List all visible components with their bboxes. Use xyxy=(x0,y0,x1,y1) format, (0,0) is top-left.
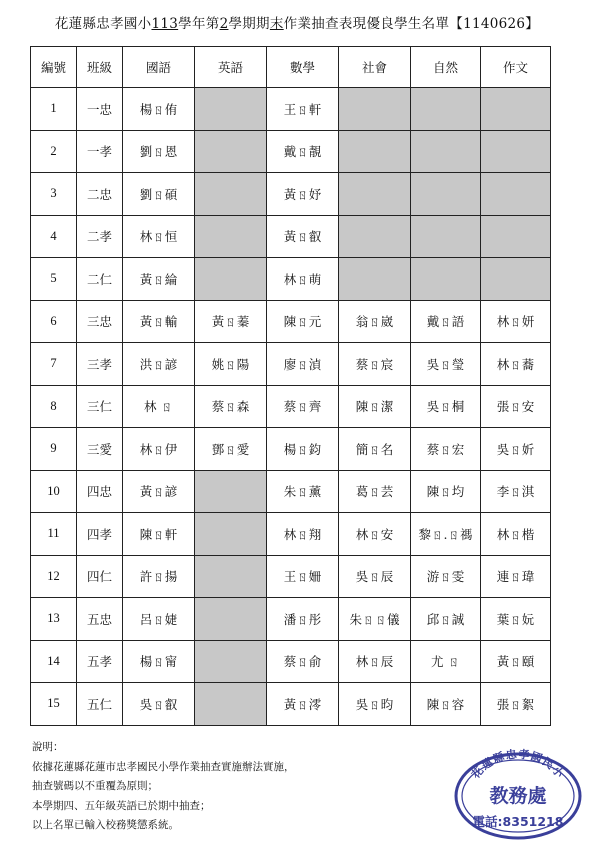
cell-number: 12 xyxy=(31,555,77,598)
cell-math: 蔡ㄖ俞 xyxy=(267,640,339,683)
empty-cell-composition xyxy=(481,173,551,216)
cell-social: 葛ㄖ芸 xyxy=(339,470,411,513)
empty-cell-social xyxy=(339,173,411,216)
cell-class: 四孝 xyxy=(77,513,123,556)
header-social: 社會 xyxy=(339,47,411,88)
cell-math: 黃ㄖ妤 xyxy=(267,173,339,216)
empty-cell-english xyxy=(195,215,267,258)
cell-number: 4 xyxy=(31,215,77,258)
table-row xyxy=(31,385,551,428)
cell-science: 戴ㄖ語 xyxy=(411,300,481,343)
cell-composition: 葉ㄖ妧 xyxy=(481,598,551,641)
table-row xyxy=(31,215,551,258)
cell-chinese: 黃ㄖ輸 xyxy=(123,300,195,343)
cell-number: 8 xyxy=(31,385,77,428)
cell-class: 三愛 xyxy=(77,428,123,471)
empty-cell-english xyxy=(195,470,267,513)
cell-number: 11 xyxy=(31,513,77,556)
students-table xyxy=(30,46,551,726)
cell-composition: 吳ㄖ妡 xyxy=(481,428,551,471)
cell-chinese: 許ㄖ揚 xyxy=(123,555,195,598)
cell-math: 戴ㄖ靚 xyxy=(267,130,339,173)
cell-science: 邱ㄖ誠 xyxy=(411,598,481,641)
cell-social: 林ㄖ安 xyxy=(339,513,411,556)
table-header-row xyxy=(31,47,551,88)
empty-cell-science xyxy=(411,173,481,216)
cell-number: 5 xyxy=(31,258,77,301)
cell-science: 游ㄖ雯 xyxy=(411,555,481,598)
cell-english: 鄧ㄖ愛 xyxy=(195,428,267,471)
cell-class: 四仁 xyxy=(77,555,123,598)
empty-cell-social xyxy=(339,130,411,173)
cell-number: 9 xyxy=(31,428,77,471)
table-row xyxy=(31,88,551,131)
document-title xyxy=(0,12,594,32)
note-line: 本學期四、五年級英語已於期中抽查； xyxy=(32,799,211,812)
empty-cell-english xyxy=(195,513,267,556)
cell-social: 陳ㄖ潔 xyxy=(339,385,411,428)
cell-english: 黃ㄖ蓁 xyxy=(195,300,267,343)
cell-class: 二忠 xyxy=(77,173,123,216)
cell-chinese: 劉ㄖ碩 xyxy=(123,173,195,216)
cell-chinese: 林 ㄖ xyxy=(123,385,195,428)
title-term: 2 xyxy=(219,16,229,32)
cell-math: 林ㄖ萌 xyxy=(267,258,339,301)
notes-heading: 說明： xyxy=(32,741,64,753)
cell-class: 一孝 xyxy=(77,130,123,173)
header-composition: 作文 xyxy=(481,47,551,88)
empty-cell-science xyxy=(411,258,481,301)
cell-composition: 林ㄖ妍 xyxy=(481,300,551,343)
cell-english: 姚ㄖ陽 xyxy=(195,343,267,386)
cell-class: 四忠 xyxy=(77,470,123,513)
table-row xyxy=(31,640,551,683)
cell-composition: 張ㄖ安 xyxy=(481,385,551,428)
cell-chinese: 林ㄖ恒 xyxy=(123,215,195,258)
cell-math: 林ㄖ翔 xyxy=(267,513,339,556)
header-chinese: 國語 xyxy=(123,47,195,88)
table-row xyxy=(31,300,551,343)
cell-composition: 林ㄖ楷 xyxy=(481,513,551,556)
cell-science: 吳ㄖ瑩 xyxy=(411,343,481,386)
cell-number: 10 xyxy=(31,470,77,513)
empty-cell-composition xyxy=(481,130,551,173)
cell-math: 王ㄖ軒 xyxy=(267,88,339,131)
cell-science: 陳ㄖ容 xyxy=(411,683,481,726)
table-row xyxy=(31,258,551,301)
empty-cell-composition xyxy=(481,215,551,258)
cell-social: 林ㄖ辰 xyxy=(339,640,411,683)
header-science: 自然 xyxy=(411,47,481,88)
cell-class: 三仁 xyxy=(77,385,123,428)
cell-chinese: 劉ㄖ恩 xyxy=(123,130,195,173)
cell-social: 吳ㄖ昀 xyxy=(339,683,411,726)
cell-science: 蔡ㄖ宏 xyxy=(411,428,481,471)
cell-class: 三忠 xyxy=(77,300,123,343)
cell-math: 王ㄖ姍 xyxy=(267,555,339,598)
cell-chinese: 黃ㄖ諺 xyxy=(123,470,195,513)
stamp-arc-text: 花蓮縣忠孝國民小 xyxy=(469,747,567,782)
cell-english: 蔡ㄖ森 xyxy=(195,385,267,428)
cell-class: 五仁 xyxy=(77,683,123,726)
cell-math: 楊ㄖ鈞 xyxy=(267,428,339,471)
title-mid1: 學年第 xyxy=(178,16,220,32)
empty-cell-english xyxy=(195,173,267,216)
empty-cell-social xyxy=(339,258,411,301)
cell-number: 13 xyxy=(31,598,77,641)
cell-social: 簡ㄖ名 xyxy=(339,428,411,471)
svg-text:花蓮縣忠孝國民小 xyxy=(468,747,568,782)
table-row xyxy=(31,513,551,556)
cell-chinese: 吳ㄖ叡 xyxy=(123,683,195,726)
header-number: 編號 xyxy=(31,47,77,88)
empty-cell-english xyxy=(195,640,267,683)
cell-number: 1 xyxy=(31,88,77,131)
school-office-stamp xyxy=(452,742,584,840)
cell-science: 尤 ㄖ xyxy=(411,640,481,683)
cell-chinese: 陳ㄖ軒 xyxy=(123,513,195,556)
table-row xyxy=(31,598,551,641)
cell-science: 吳ㄖ桐 xyxy=(411,385,481,428)
cell-composition: 黃ㄖ頤 xyxy=(481,640,551,683)
cell-science: 陳ㄖ均 xyxy=(411,470,481,513)
cell-class: 二孝 xyxy=(77,215,123,258)
cell-science: 黎ㄖ.ㄖ禡 xyxy=(411,513,481,556)
cell-social: 翁ㄖ崴 xyxy=(339,300,411,343)
cell-number: 15 xyxy=(31,683,77,726)
cell-class: 五孝 xyxy=(77,640,123,683)
cell-number: 14 xyxy=(31,640,77,683)
empty-cell-english xyxy=(195,555,267,598)
empty-cell-social xyxy=(339,215,411,258)
title-period: 末 xyxy=(269,16,284,32)
cell-number: 3 xyxy=(31,173,77,216)
notes xyxy=(32,738,295,836)
note-line: 抽查號碼以不重覆為原則； xyxy=(32,780,158,792)
cell-number: 7 xyxy=(31,343,77,386)
empty-cell-english xyxy=(195,130,267,173)
cell-chinese: 楊ㄖ甯 xyxy=(123,640,195,683)
header-english: 英語 xyxy=(195,47,267,88)
table-row xyxy=(31,428,551,471)
title-school-year: 113 xyxy=(151,16,179,32)
empty-cell-english xyxy=(195,683,267,726)
table-row xyxy=(31,130,551,173)
empty-cell-english xyxy=(195,598,267,641)
note-line: 以上名單已輸入校務獎懲系統。 xyxy=(32,819,179,831)
table-row xyxy=(31,470,551,513)
header-class: 班級 xyxy=(77,47,123,88)
title-suffix: 作業抽查表現優良學生名單【1140626】 xyxy=(283,16,540,32)
cell-class: 三孝 xyxy=(77,343,123,386)
cell-math: 黃ㄖ澪 xyxy=(267,683,339,726)
title-mid2: 學期期 xyxy=(228,16,270,32)
cell-math: 陳ㄖ元 xyxy=(267,300,339,343)
header-math: 數學 xyxy=(267,47,339,88)
empty-cell-science xyxy=(411,88,481,131)
table-row xyxy=(31,343,551,386)
cell-chinese: 呂ㄖ婕 xyxy=(123,598,195,641)
empty-cell-science xyxy=(411,215,481,258)
empty-cell-composition xyxy=(481,258,551,301)
cell-chinese: 洪ㄖ諺 xyxy=(123,343,195,386)
cell-class: 一忠 xyxy=(77,88,123,131)
cell-chinese: 黃ㄖ綸 xyxy=(123,258,195,301)
stamp-phone-text: 電話:8351218 xyxy=(472,814,564,829)
cell-composition: 連ㄖ瑋 xyxy=(481,555,551,598)
cell-social: 朱ㄖㄖ儀 xyxy=(339,598,411,641)
empty-cell-english xyxy=(195,88,267,131)
table-row xyxy=(31,683,551,726)
table-body xyxy=(31,88,551,726)
cell-composition: 林ㄖ蕎 xyxy=(481,343,551,386)
note-line: 依據花蓮縣花蓮市忠孝國民小學作業抽查實施辦法實施， xyxy=(32,760,295,773)
empty-cell-social xyxy=(339,88,411,131)
title-prefix: 花蓮縣忠孝國小 xyxy=(54,16,152,32)
cell-number: 6 xyxy=(31,300,77,343)
empty-cell-composition xyxy=(481,88,551,131)
cell-social: 吳ㄖ辰 xyxy=(339,555,411,598)
empty-cell-science xyxy=(411,130,481,173)
cell-math: 廖ㄖ湞 xyxy=(267,343,339,386)
table-row xyxy=(31,555,551,598)
cell-math: 蔡ㄖ齊 xyxy=(267,385,339,428)
cell-class: 二仁 xyxy=(77,258,123,301)
cell-chinese: 楊ㄖ侑 xyxy=(123,88,195,131)
cell-chinese: 林ㄖ伊 xyxy=(123,428,195,471)
cell-number: 2 xyxy=(31,130,77,173)
cell-social: 蔡ㄖ宸 xyxy=(339,343,411,386)
cell-composition: 李ㄖ淇 xyxy=(481,470,551,513)
cell-composition: 張ㄖ絮 xyxy=(481,683,551,726)
cell-math: 潘ㄖ彤 xyxy=(267,598,339,641)
empty-cell-english xyxy=(195,258,267,301)
cell-math: 黃ㄖ叡 xyxy=(267,215,339,258)
table-row xyxy=(31,173,551,216)
cell-class: 五忠 xyxy=(77,598,123,641)
cell-math: 朱ㄖ薰 xyxy=(267,470,339,513)
stamp-center-text: 教務處 xyxy=(489,785,547,807)
